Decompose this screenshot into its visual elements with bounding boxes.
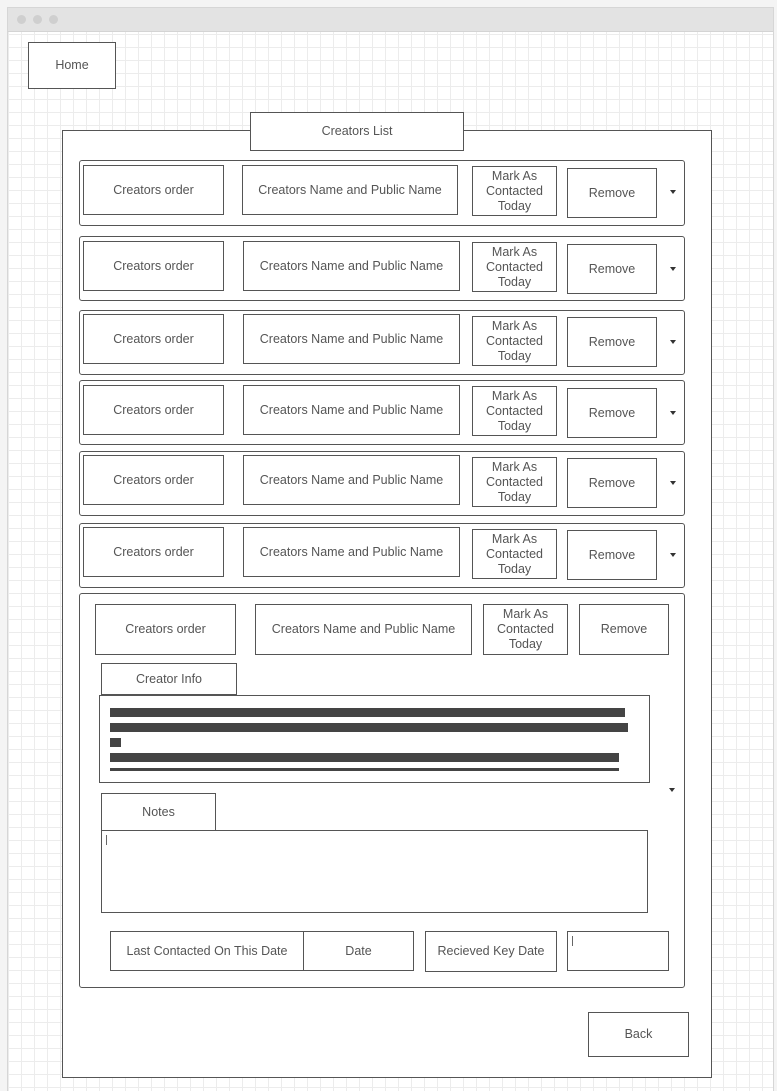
creators-name-field[interactable]: Creators Name and Public Name xyxy=(255,604,472,655)
remove-button[interactable]: Remove xyxy=(567,458,657,508)
remove-button[interactable]: Remove xyxy=(567,388,657,438)
notes-tab: Notes xyxy=(101,793,216,831)
window-maximize-dot[interactable] xyxy=(49,15,58,24)
creators-name-field[interactable]: Creators Name and Public Name xyxy=(243,385,460,435)
creator-info-tab: Creator Info xyxy=(101,663,237,695)
last-contacted-date-field[interactable]: Date xyxy=(303,931,414,971)
info-text-line xyxy=(110,723,628,732)
creators-order-field[interactable]: Creators order xyxy=(83,527,224,577)
remove-button[interactable]: Remove xyxy=(567,244,657,294)
creators-order-field[interactable]: Creators order xyxy=(83,165,224,215)
mark-contacted-button[interactable]: Mark As Contacted Today xyxy=(472,242,557,292)
remove-button[interactable]: Remove xyxy=(567,317,657,367)
creators-order-field[interactable]: Creators order xyxy=(83,455,224,505)
info-text-line xyxy=(110,738,121,747)
mark-contacted-button[interactable]: Mark As Contacted Today xyxy=(472,386,557,436)
expand-row-icon[interactable] xyxy=(670,267,676,271)
mark-contacted-button[interactable]: Mark As Contacted Today xyxy=(483,604,568,655)
creators-name-field[interactable]: Creators Name and Public Name xyxy=(243,241,460,291)
expand-row-icon[interactable] xyxy=(670,190,676,194)
window-minimize-dot[interactable] xyxy=(33,15,42,24)
mark-contacted-button[interactable]: Mark As Contacted Today xyxy=(472,166,557,216)
collapse-row-icon[interactable] xyxy=(669,788,675,792)
back-button[interactable]: Back xyxy=(588,1012,689,1057)
mark-contacted-button[interactable]: Mark As Contacted Today xyxy=(472,529,557,579)
window-close-dot[interactable] xyxy=(17,15,26,24)
received-key-date-input[interactable] xyxy=(567,931,669,971)
text-cursor xyxy=(106,835,107,845)
expand-row-icon[interactable] xyxy=(670,481,676,485)
creators-name-field[interactable]: Creators Name and Public Name xyxy=(243,527,460,577)
mark-contacted-button[interactable]: Mark As Contacted Today xyxy=(472,457,557,507)
creators-order-field[interactable]: Creators order xyxy=(83,385,224,435)
creators-order-field[interactable]: Creators order xyxy=(83,314,224,364)
creators-name-field[interactable]: Creators Name and Public Name xyxy=(242,165,458,215)
expand-row-icon[interactable] xyxy=(670,553,676,557)
info-text-line xyxy=(110,768,619,771)
creators-list-title: Creators List xyxy=(250,112,464,151)
window-titlebar xyxy=(8,8,773,32)
creators-order-field[interactable]: Creators order xyxy=(83,241,224,291)
creators-name-field[interactable]: Creators Name and Public Name xyxy=(243,314,460,364)
expand-row-icon[interactable] xyxy=(670,340,676,344)
received-key-date-label: Recieved Key Date xyxy=(425,931,557,972)
home-button[interactable]: Home xyxy=(28,42,116,89)
remove-button[interactable]: Remove xyxy=(567,530,657,580)
info-text-line xyxy=(110,753,619,762)
remove-button[interactable]: Remove xyxy=(567,168,657,218)
creators-order-field[interactable]: Creators order xyxy=(95,604,236,655)
text-cursor xyxy=(572,936,573,946)
remove-button[interactable]: Remove xyxy=(579,604,669,655)
notes-textarea[interactable] xyxy=(101,830,648,913)
mark-contacted-button[interactable]: Mark As Contacted Today xyxy=(472,316,557,366)
info-text-line xyxy=(110,708,625,717)
last-contacted-label: Last Contacted On This Date xyxy=(110,931,304,971)
expand-row-icon[interactable] xyxy=(670,411,676,415)
creators-name-field[interactable]: Creators Name and Public Name xyxy=(243,455,460,505)
